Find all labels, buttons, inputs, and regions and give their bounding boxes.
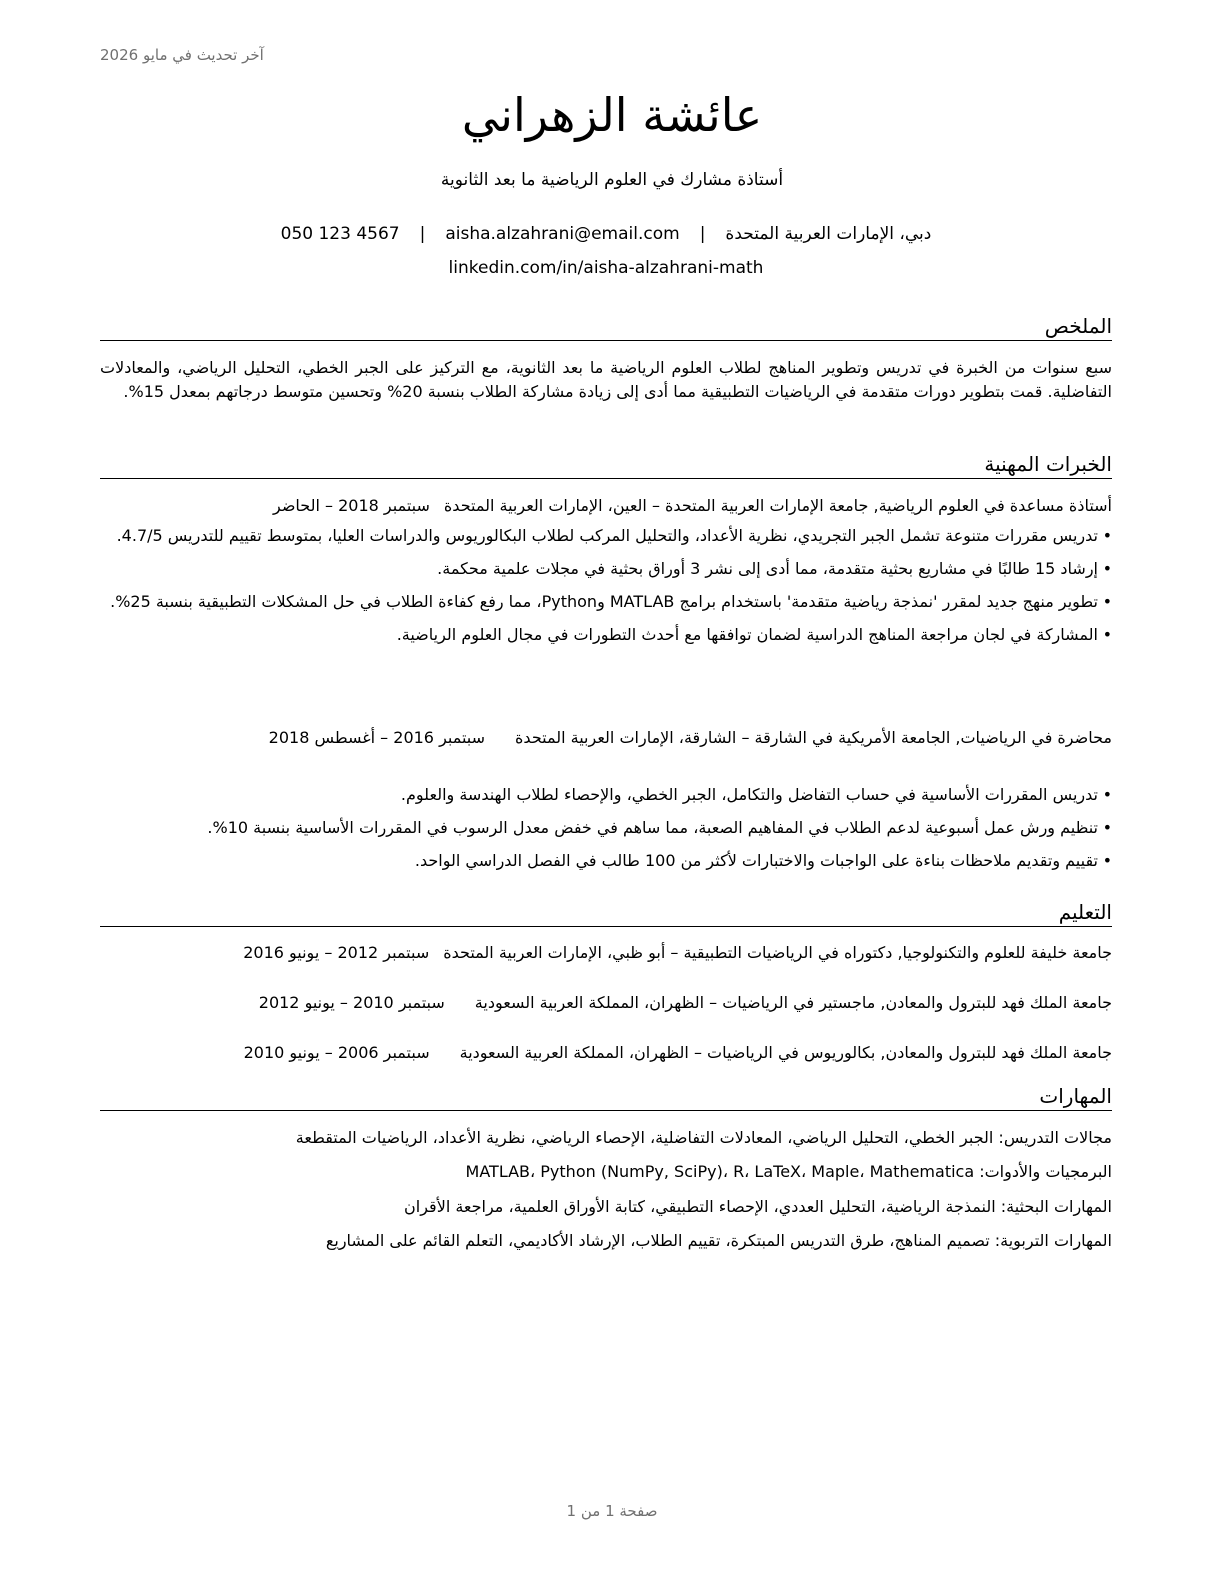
skills-heading: المهارات [100,1082,1112,1111]
page-number: صفحة 1 من 1 [566,1502,658,1520]
summary-text: سبع سنوات من الخبرة في تدريس وتطوير المناهج لطلاب العلوم الرياضية ما بعد الثانوية، مع التركيز على الجبر الخطي، التحليل الرياضي، والمعادلات التفاضلية. قمت بتطوير دورات متقدمة في الرياضيات التطبيقية مما أدى إلى زيادة مشاركة الطلاب بنسبة 20% وتحسين متوسط درجاتهم بمعدل 15%. [100,358,1112,401]
education-item [100,941,1112,965]
job-dates: سبتمبر 2018 – الحاضر [273,496,430,515]
skill-item: مجالات التدريس: الجبر الخطي، التحليل الرياضي، المعادلات التفاضلية، الإحصاء الرياضي، نظرية الأعداد، الرياضيات المتقطعة [295,1128,1112,1147]
contact-line [0,224,1212,244]
job-bullets [100,524,1112,656]
list-item: • تنظيم ورش عمل أسبوعية لدعم الطلاب في المفاهيم الصعبة، مما ساهم في خفض معدل الرسوب في المقررات الأساسية بنسبة 10%. [100,816,1112,840]
education-text: جامعة خليفة للعلوم والتكنولوجيا, دكتوراه في الرياضيات التطبيقية – أبو ظبي، الإمارات العربية المتحدة [443,943,1112,962]
list-item: • تطوير منهج جديد لمقرر 'نمذجة رياضية متقدمة' باستخدام برامج MATLAB وPython، مما رفع كفاءة الطلاب في حل المشكلات التطبيقية بنسبة 25%. [100,590,1112,614]
education-text: جامعة الملك فهد للبترول والمعادن, ماجستير في الرياضيات – الظهران، المملكة العربية السعودية [474,993,1112,1012]
job-header [100,494,1112,518]
person-name: عائشة الزهراني [461,88,763,142]
education-dates: سبتمبر 2012 – يونيو 2016 [243,943,430,962]
experience-heading: الخبرات المهنية [100,450,1112,479]
education-text: جامعة الملك فهد للبترول والمعادن, بكالوريوس في الرياضيات – الظهران، المملكة العربية السعودية [459,1043,1112,1062]
education-dates: سبتمبر 2010 – يونيو 2012 [258,993,445,1012]
linkedin-link[interactable]: linkedin.com/in/aisha-alzahrani-math [448,258,764,278]
skill-item: البرمجيات والأدوات: MATLAB، Python (NumPy, SciPy)، R، LaTeX، Maple، Mathematica [465,1162,1112,1181]
summary-heading: الملخص [100,312,1112,341]
skill-item: المهارات البحثية: النمذجة الرياضية، التحليل العددي، الإحصاء التطبيقي، كتابة الأوراق العلمية، مراجعة الأقران [404,1197,1112,1216]
job-dates: سبتمبر 2016 – أغسطس 2018 [268,728,486,747]
education-item [100,991,1112,1015]
phone: 050 123 4567 [280,224,400,244]
separator: | [699,224,706,244]
list-item: • المشاركة في لجان مراجعة المناهج الدراسية لضمان توافقها مع أحدث التطورات في مجال العلوم الرياضية. [100,623,1112,647]
job-title-org: أستاذة مساعدة في العلوم الرياضية, جامعة الإمارات العربية المتحدة – العين، الإمارات العربية المتحدة [443,496,1112,515]
job-title: أستاذة مشارك في العلوم الرياضية ما بعد الثانوية [440,170,784,190]
job-header [100,726,1112,750]
skill-item: المهارات التربوية: تصميم المناهج، طرق التدريس المبتكرة، تقييم الطلاب، الإرشاد الأكاديمي، التعلم القائم على المشاريع [325,1231,1112,1250]
education-dates: سبتمبر 2006 – يونيو 2010 [243,1043,430,1062]
list-item: • تدريس مقررات متنوعة تشمل الجبر التجريدي، نظرية الأعداد، والتحليل المركب لطلاب البكالوريوس والدراسات العليا، بمتوسط تقييم للتدريس 4.7/5. [100,524,1112,548]
email[interactable]: aisha.alzahrani@email.com [445,224,680,244]
list-item: • تقييم وتقديم ملاحظات بناءة على الواجبات والاختبارات لأكثر من 100 طالب في الفصل الدراسي الواحد. [100,849,1112,873]
education-item [100,1041,1112,1065]
location: دبي، الإمارات العربية المتحدة [725,224,932,244]
job-title-org: محاضرة في الرياضيات, الجامعة الأمريكية في الشارقة – الشارقة، الإمارات العربية المتحدة [515,728,1112,747]
last-updated-note: آخر تحديث في مايو 2026 [100,46,264,64]
list-item: • تدريس المقررات الأساسية في حساب التفاضل والتكامل، الجبر الخطي، والإحصاء لطلاب الهندسة والعلوم. [100,783,1112,807]
list-item: • إرشاد 15 طالبًا في مشاريع بحثية متقدمة، مما أدى إلى نشر 3 أوراق بحثية في مجلات علمية محكمة. [100,557,1112,581]
separator: | [419,224,426,244]
education-heading: التعليم [100,898,1112,927]
job-bullets [100,783,1112,882]
